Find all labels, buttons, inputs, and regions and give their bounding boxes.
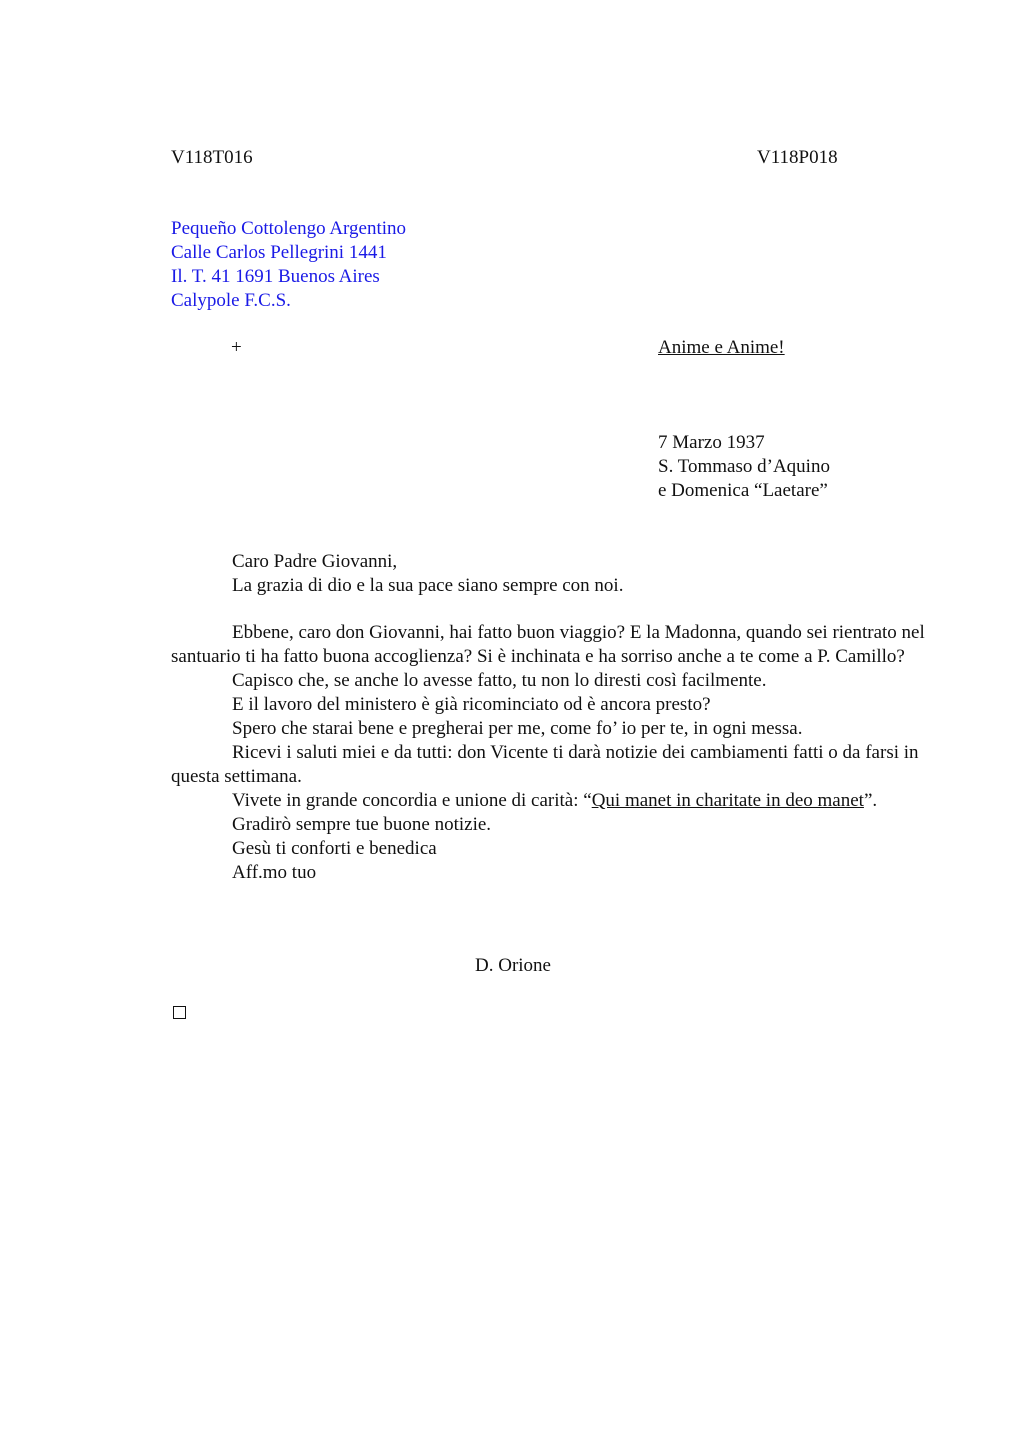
address-line-1: Pequeño Cottolengo Argentino (171, 218, 407, 239)
latin-quote: Qui manet in charitate in deo manet (591, 790, 864, 811)
paragraph-6-lead: Vivete in grande concordia e unione di carità: “ (232, 790, 592, 811)
document-code-left: V118T016 (171, 147, 253, 168)
paragraph-5: Ricevi i saluti miei e da tutti: don Vicente ti darà notizie dei cambiamenti fatti o da farsi in questa settimana. (171, 742, 919, 787)
letter-body (171, 621, 931, 885)
salutation: Caro Padre Giovanni, (232, 551, 398, 572)
signature: D. Orione (475, 955, 551, 976)
letter-date: 7 Marzo 1937 (658, 432, 765, 453)
address-line-2: Calle Carlos Pellegrini 1441 (171, 242, 387, 263)
address-line-3: Il. T. 41 1691 Buenos Aires (171, 266, 380, 287)
paragraph-4: Spero che starai bene e pregherai per me, come fo’ io per te, in ogni messa. (232, 718, 803, 739)
paragraph-6-tail: ”. (863, 790, 878, 811)
greeting: La grazia di dio e la sua pace siano sempre con noi. (232, 575, 624, 596)
paragraph-1: Ebbene, caro don Giovanni, hai fatto buon viaggio? E la Madonna, quando sei rientrato nel santuario ti ha fatto buona accoglienza? Si è inchinata e ha sorriso anche a te come a P. Camillo? (171, 622, 925, 667)
paragraph-8: Gesù ti conforti e benedica (232, 838, 437, 859)
paragraph-6 (171, 789, 931, 813)
feast-day: S. Tommaso d’Aquino (658, 456, 830, 477)
square-mark-icon (173, 1006, 186, 1019)
cross-mark: + (231, 337, 242, 358)
paragraph-3: E il lavoro del ministero è già ricominciato od è ancora presto? (232, 694, 711, 715)
motto: Anime e Anime! (658, 337, 785, 358)
address-line-4: Calypole F.C.S. (171, 290, 291, 311)
closing: Aff.mo tuo (232, 862, 317, 883)
paragraph-2: Capisco che, se anche lo avesse fatto, tu non lo diresti così facilmente. (232, 670, 767, 691)
liturgical-sunday: e Domenica “Laetare” (658, 480, 828, 501)
paragraph-7: Gradirò sempre tue buone notizie. (232, 814, 492, 835)
document-code-right: V118P018 (757, 147, 838, 168)
